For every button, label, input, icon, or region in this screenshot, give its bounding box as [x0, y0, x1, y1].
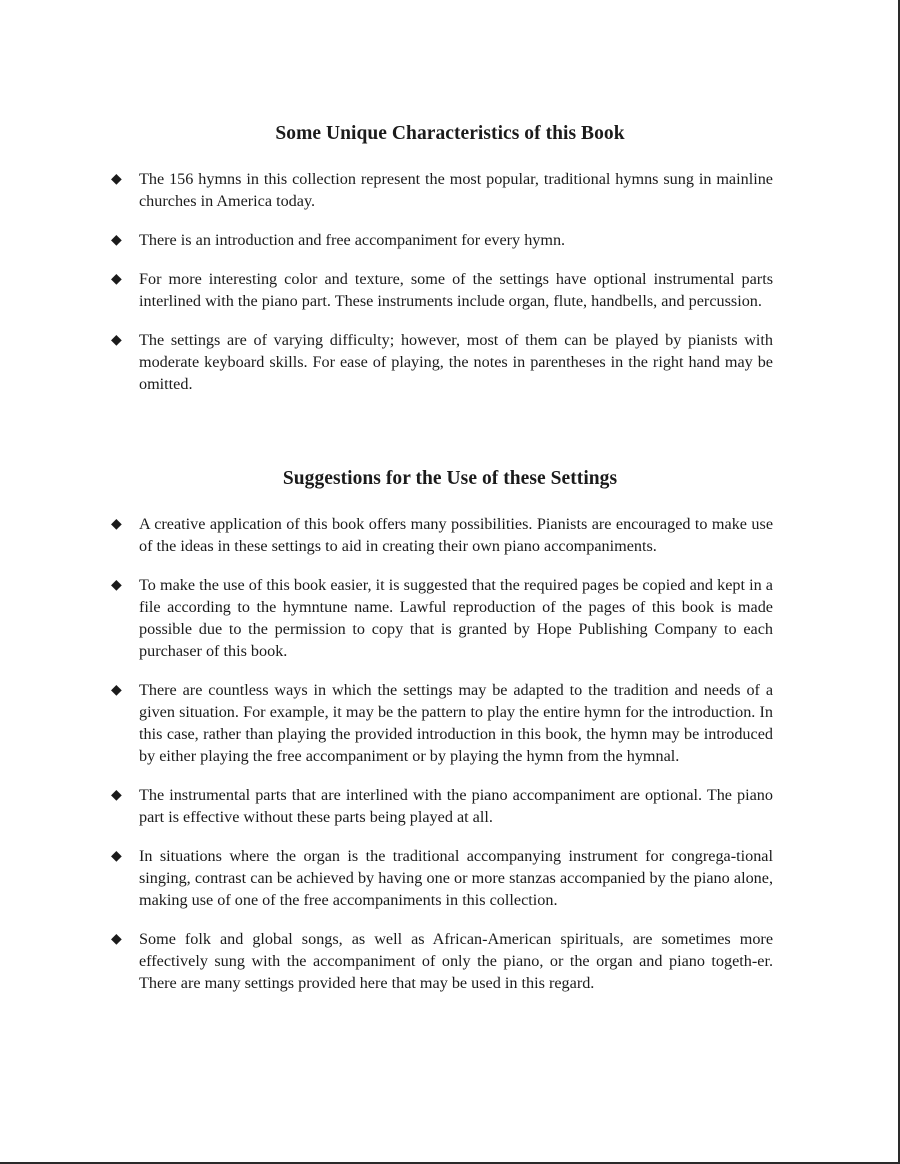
list-item — [0, 229, 773, 251]
suggestions-section — [0, 466, 900, 1011]
list-item-text: To make the use of this book easier, it is suggested that the required pages be copied and kept in a file according to the hymntune name. Lawful reproduction of the pages of this book is made possible due to the permission to copy that is granted by Hope Publishing Company to each purchaser of this book. — [139, 576, 773, 660]
diamond-bullet-icon: ◆ — [111, 332, 122, 348]
diamond-bullet-icon: ◆ — [111, 271, 122, 287]
list-item — [0, 329, 773, 395]
diamond-bullet-icon: ◆ — [111, 171, 122, 187]
diamond-bullet-icon: ◆ — [111, 232, 122, 248]
list-item — [0, 168, 773, 212]
list-item — [0, 784, 773, 828]
characteristics-section — [0, 121, 900, 412]
list-item — [0, 574, 773, 662]
list-item-text: A creative application of this book offers many possibilities. Pianists are encouraged to make use of the ideas in these settings to aid in creating their own piano accompaniments. — [139, 515, 773, 555]
list-item-text: For more interesting color and texture, some of the settings have optional instrumental parts interlined with the piano part. These instruments include organ, flute, handbells, and percussion. — [139, 270, 773, 310]
list-item-text: Some folk and global songs, as well as African-American spirituals, are sometimes more effectively sung with the accompaniment of only the piano, or the organ and piano togeth-er. There are many settings provided here that may be used in this regard. — [139, 930, 773, 992]
diamond-bullet-icon: ◆ — [111, 516, 122, 532]
bullet-list — [0, 168, 900, 395]
list-item-text: The instrumental parts that are interlined with the piano accompaniment are optional. The piano part is effective without these parts being played at all. — [139, 786, 773, 826]
diamond-bullet-icon: ◆ — [111, 787, 122, 803]
bullet-list — [0, 513, 900, 994]
list-item — [0, 845, 773, 911]
diamond-bullet-icon: ◆ — [111, 931, 122, 947]
list-item — [0, 928, 773, 994]
list-item-text: There are countless ways in which the settings may be adapted to the tradition and needs of a given situation. For example, it may be the pattern to play the entire hymn for the introduction. In this case, rather than playing the provided introduction in this book, the hymn may be introduced by either playing the free accompaniment or by playing the hymn from the hymnal. — [139, 681, 773, 765]
list-item — [0, 268, 773, 312]
section-heading: Some Unique Characteristics of this Book — [275, 123, 625, 144]
list-item — [0, 679, 773, 767]
list-item — [0, 513, 773, 557]
diamond-bullet-icon: ◆ — [111, 682, 122, 698]
list-item-text: The 156 hymns in this collection represent the most popular, traditional hymns sung in mainline churches in America today. — [139, 170, 773, 210]
diamond-bullet-icon: ◆ — [111, 577, 122, 593]
list-item-text: In situations where the organ is the traditional accompanying instrument for congrega-tional singing, contrast can be achieved by having one or more stanzas accompanied by the piano alone, making use of one of the free accompaniments in this collection. — [139, 847, 773, 909]
diamond-bullet-icon: ◆ — [111, 848, 122, 864]
list-item-text: The settings are of varying difficulty; however, most of them can be played by pianists with moderate keyboard skills. For ease of playing, the notes in parentheses in the right hand may be omitted. — [139, 331, 773, 393]
section-heading: Suggestions for the Use of these Settings — [282, 468, 618, 489]
list-item-text: There is an introduction and free accompaniment for every hymn. — [139, 231, 566, 249]
